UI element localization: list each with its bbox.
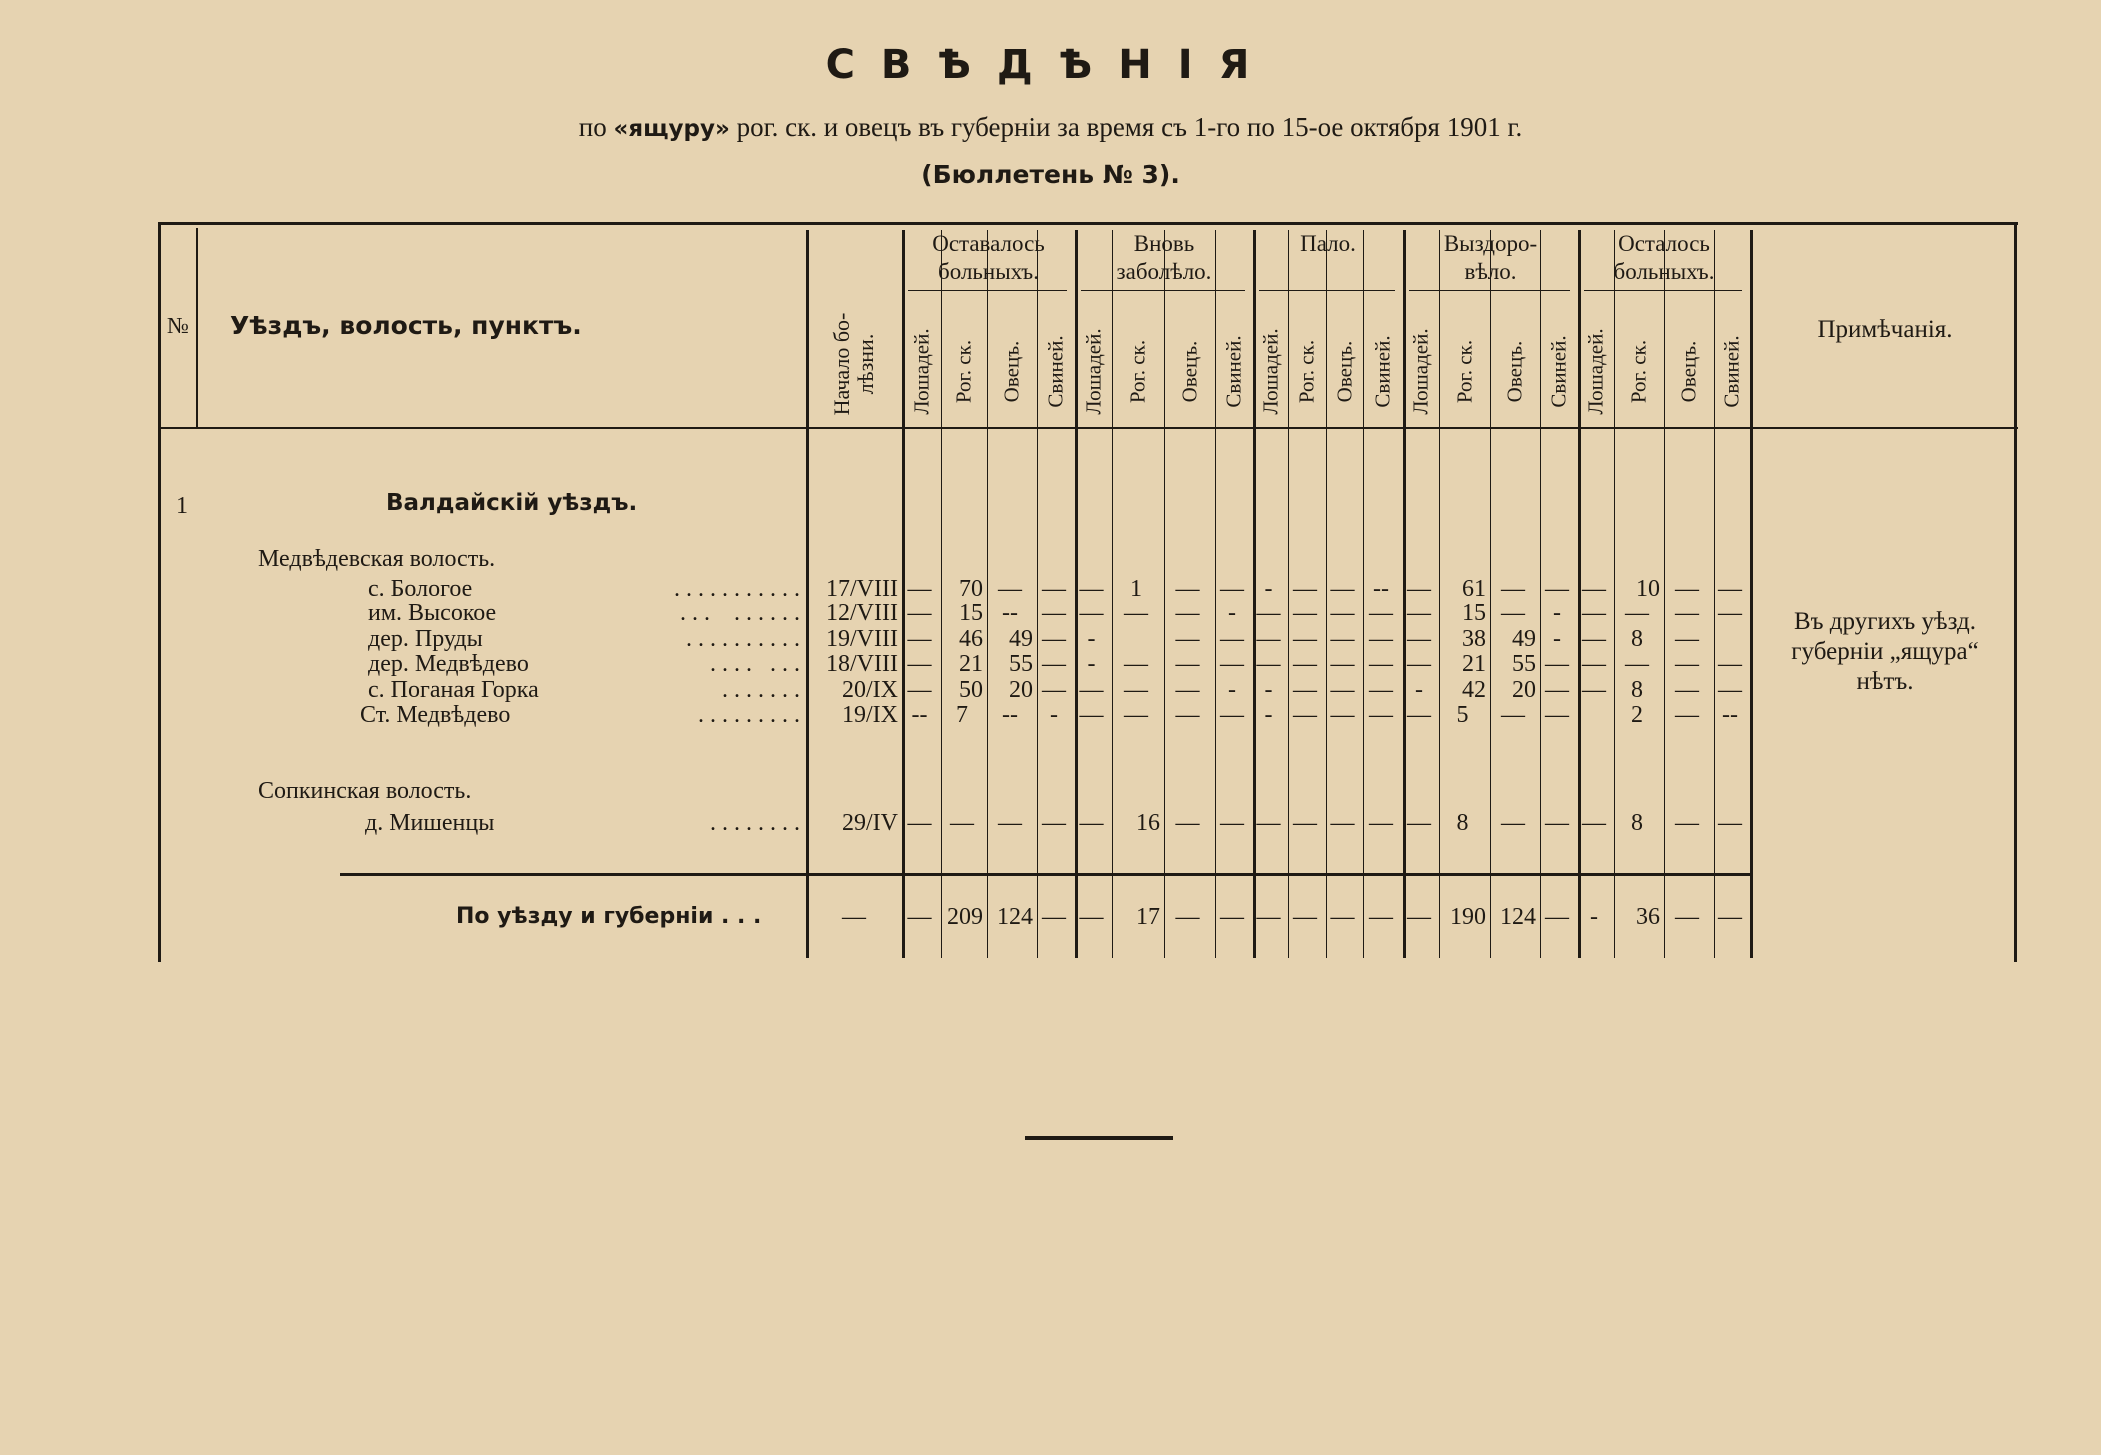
data-cell: — (1042, 677, 1066, 703)
column-header-animal: Лошадей. (1258, 328, 1282, 415)
data-cell: 55 (1512, 651, 1536, 677)
data-cell: 49 (1512, 626, 1536, 652)
row-place: им. Высокое (368, 600, 497, 626)
data-cell: — (1124, 677, 1148, 703)
column-header-animal: Овецъ. (1502, 340, 1527, 403)
column-group-header: Оставалось больныхъ. (932, 231, 1045, 284)
data-cell: -- (1722, 702, 1738, 728)
data-cell: — (1330, 576, 1355, 602)
data-cell: — (1175, 810, 1200, 836)
row-place: с. Бологое (368, 576, 473, 602)
bulletin-number: (Бюллетень № 3). (921, 160, 1180, 189)
column-header-notes bold: Примѣчанія. (1817, 316, 1953, 343)
data-cell: 49 (1009, 626, 1033, 652)
column-header-animal: Лошадей. (909, 328, 933, 415)
data-cell: — (1582, 626, 1606, 652)
data-cell: — (907, 677, 932, 703)
data-cell: — (1175, 904, 1200, 930)
data-cell: — (1718, 904, 1742, 930)
row-dots: . . . . . . . (710, 651, 800, 677)
data-cell: — (1407, 702, 1431, 728)
data-cell: — (1675, 600, 1699, 626)
column-header-animal: Свиней. (1546, 335, 1571, 408)
column-header-animal: Свиней. (1370, 335, 1395, 408)
data-cell: 124 (997, 904, 1033, 930)
data-cell: — (1582, 600, 1606, 626)
data-cell: — (1079, 702, 1104, 728)
data-cell: 1 (1130, 576, 1142, 602)
data-cell: — (1175, 600, 1200, 626)
column-group-header: Выздоро-вѣло. (1443, 231, 1538, 284)
data-cell: — (1079, 677, 1104, 703)
data-cell: — (1718, 677, 1742, 703)
data-cell: — (1220, 651, 1244, 677)
district-name: Валдайскій уѣздъ. (386, 490, 638, 516)
data-cell: -- (1373, 576, 1389, 602)
data-cell: 2 (1631, 702, 1643, 728)
column-header-animal: Овецъ. (999, 340, 1024, 403)
group-underline (1259, 290, 1395, 291)
column-group-header: Осталось больныхъ. (1613, 231, 1715, 284)
data-cell: — (1545, 576, 1569, 602)
column-group-header: Пало. (1300, 231, 1356, 256)
data-cell: — (1407, 626, 1431, 652)
data-cell: — (998, 576, 1022, 602)
row-dots: . . . . . . . . . . (686, 626, 800, 652)
data-cell: 7 (956, 702, 968, 728)
data-cell: 17 (1136, 904, 1160, 930)
data-cell: - (1264, 677, 1273, 703)
data-cell: — (1330, 651, 1355, 677)
data-cell: — (1293, 626, 1317, 652)
data-cell: 21 (959, 651, 983, 677)
column-header-animal: Овецъ. (1676, 340, 1701, 403)
data-cell: — (1330, 677, 1355, 703)
header-bottom-rule (160, 427, 2018, 429)
column-header-animal: Лошадей. (1081, 328, 1105, 415)
data-cell: — (1330, 810, 1355, 836)
data-cell: — (1175, 677, 1200, 703)
data-cell: — (1718, 576, 1742, 602)
data-cell: - (1264, 702, 1273, 728)
data-cell: — (1293, 576, 1317, 602)
data-cell: — (1545, 651, 1569, 677)
data-cell: 124 (1500, 904, 1536, 930)
data-cell: — (1079, 600, 1104, 626)
data-cell: — (1175, 626, 1200, 652)
column-header-animal: Овецъ. (1177, 340, 1201, 403)
data-cell: — (1293, 904, 1317, 930)
row-start-date: 19/VIII (826, 626, 898, 652)
data-cell: 209 (947, 904, 983, 930)
column-header-animal: Овецъ. (1332, 340, 1356, 403)
data-cell: — (1256, 904, 1281, 930)
data-cell: — (1330, 904, 1355, 930)
column-header-animal: Лошадей. (1408, 328, 1433, 415)
num-divider (196, 228, 198, 428)
data-cell: — (1042, 651, 1066, 677)
total-label: По уѣзду и губерніи . . . (456, 904, 762, 929)
row-start-date: 12/VIII (826, 600, 898, 626)
data-cell: — (1625, 600, 1649, 626)
row-place: с. Поганая Горка (368, 677, 539, 703)
row-start-date: 29/IV (842, 810, 898, 836)
column-header-animal: Рог. ск. (1452, 339, 1476, 404)
data-cell: — (1545, 702, 1569, 728)
data-cell: — (1330, 702, 1355, 728)
group-underline (1081, 290, 1245, 291)
data-cell: - (1228, 677, 1236, 703)
data-cell: — (1220, 626, 1244, 652)
column-header-start: Начало бо-лѣзни. (829, 312, 878, 416)
data-cell: - (1228, 600, 1236, 626)
data-cell: 38 (1462, 626, 1486, 652)
data-cell: — (1175, 702, 1200, 728)
data-cell: 8 (1631, 810, 1643, 836)
data-cell: — (1675, 677, 1699, 703)
statistics-table (158, 222, 2018, 962)
data-cell: — (907, 626, 932, 652)
district-number: 1 (176, 493, 188, 519)
data-cell: — (1079, 576, 1104, 602)
data-cell: 10 (1636, 576, 1660, 602)
data-cell: — (1256, 810, 1281, 836)
data-cell: 190 (1450, 904, 1486, 930)
data-cell: — (1407, 651, 1431, 677)
column-header-animal: Свиней. (1221, 335, 1246, 408)
data-cell: — (1175, 576, 1200, 602)
row-place: Ст. Медвѣдево (360, 702, 511, 728)
data-cell: -- (911, 702, 928, 728)
data-cell: — (907, 904, 932, 930)
data-cell: — (1582, 651, 1606, 677)
data-cell: 8 (1631, 626, 1643, 652)
row-start-date: 20/IX (842, 677, 898, 703)
data-cell: — (1124, 651, 1148, 677)
data-cell: — (1369, 651, 1393, 677)
data-cell: — (1220, 576, 1244, 602)
column-group-header: Вновь заболѣло. (1116, 231, 1212, 284)
column-header-animal: Свиней. (1043, 335, 1068, 408)
data-cell: — (1675, 904, 1699, 930)
data-cell: 8 (1631, 677, 1643, 703)
data-cell: 15 (959, 600, 983, 626)
data-cell: — (950, 810, 974, 836)
data-cell: — (1675, 810, 1699, 836)
closing-rule (1025, 1136, 1173, 1140)
data-cell: — (1501, 702, 1525, 728)
column-divider (806, 230, 809, 958)
subtitle-rest: рог. ск. и овецъ въ губерніи за время съ 1-го по 15-ое октября 1901 г. (736, 112, 1523, 142)
data-cell: — (1369, 702, 1393, 728)
data-cell: — (1042, 600, 1066, 626)
column-header-number: № (167, 313, 189, 338)
data-cell: - (1087, 651, 1096, 677)
data-cell: — (1330, 600, 1355, 626)
column-header-animal: Лошадей. (1583, 328, 1608, 415)
data-cell: — (1675, 651, 1699, 677)
data-cell: — (1220, 904, 1244, 930)
data-cell: — (1293, 651, 1317, 677)
data-cell: — (1582, 810, 1606, 836)
data-cell: — (1079, 810, 1104, 836)
total-start: — (842, 904, 866, 930)
row-dots: . . . . . . . . . (680, 600, 800, 626)
column-header-animal: Свиней. (1719, 335, 1744, 408)
data-cell: — (1256, 600, 1281, 626)
data-cell: — (1042, 904, 1066, 930)
data-cell: 55 (1009, 651, 1033, 677)
data-cell: — (1369, 904, 1393, 930)
data-cell: 61 (1462, 576, 1486, 602)
data-cell: — (1718, 810, 1742, 836)
data-cell: — (1675, 626, 1699, 652)
data-cell: 5 (1456, 702, 1469, 728)
column-header-animal: Рог. ск. (1125, 339, 1150, 404)
row-dots: . . . . . . . (722, 677, 800, 703)
column-divider (1750, 230, 1753, 958)
data-cell: — (1124, 600, 1148, 626)
volost-name: Медвѣдевская волость. (258, 546, 496, 572)
data-cell: — (1718, 651, 1742, 677)
data-cell: — (1293, 677, 1317, 703)
data-cell: 70 (959, 576, 983, 602)
data-cell: 8 (1456, 810, 1469, 836)
row-dots: . . . . . . . . (710, 810, 800, 836)
row-place: дер. Медвѣдево (368, 651, 529, 677)
document-title: СВѢДѢНІЯ (825, 42, 1276, 88)
column-header-animal: Рог. ск. (1294, 339, 1319, 404)
data-cell: — (1369, 677, 1393, 703)
data-cell: 16 (1136, 810, 1160, 836)
data-cell: — (1220, 702, 1244, 728)
row-start-date: 17/VIII (826, 576, 898, 602)
data-cell: — (1545, 677, 1569, 703)
data-cell: — (1582, 677, 1606, 703)
data-cell: - (1553, 600, 1561, 626)
column-header-animal: Рог. ск. (951, 339, 976, 404)
data-cell: - (1050, 702, 1058, 728)
column-header-animal: Рог. ск. (1626, 339, 1651, 404)
data-cell: 20 (1009, 677, 1033, 703)
data-cell: 46 (959, 626, 983, 652)
column-header-place: Уѣздъ, волость, пунктъ. (230, 311, 582, 340)
data-cell: — (1369, 810, 1393, 836)
data-cell: — (1256, 626, 1281, 652)
data-cell: — (1545, 810, 1569, 836)
row-dots: . . . . . . . . . (698, 702, 800, 728)
data-cell: — (1369, 626, 1393, 652)
data-cell: — (1545, 904, 1569, 930)
data-cell: — (1293, 810, 1317, 836)
data-cell: — (1175, 651, 1200, 677)
group-underline (1409, 290, 1570, 291)
data-cell: — (1407, 810, 1431, 836)
data-cell: — (1501, 810, 1525, 836)
data-cell: — (1330, 626, 1355, 652)
total-top-rule (340, 873, 1750, 876)
data-cell: — (1369, 600, 1393, 626)
row-dots: . . . . . . . . . . . (674, 576, 800, 602)
data-cell: 20 (1512, 677, 1536, 703)
data-cell: — (1501, 600, 1525, 626)
data-cell: — (1042, 810, 1066, 836)
data-cell: — (1293, 702, 1317, 728)
data-cell: -- (1002, 702, 1018, 728)
row-start-date: 18/VIII (826, 651, 898, 677)
data-cell: - (1590, 904, 1598, 930)
data-cell: 36 (1636, 904, 1660, 930)
left-border (158, 222, 161, 962)
data-cell: — (1124, 702, 1148, 728)
group-underline (908, 290, 1067, 291)
data-cell: - (1553, 626, 1561, 652)
data-cell: — (1220, 810, 1244, 836)
row-place: д. Мишенцы (365, 810, 495, 836)
data-cell: — (907, 576, 932, 602)
data-cell: 50 (959, 677, 983, 703)
data-cell: — (1407, 904, 1431, 930)
data-cell: — (1501, 576, 1525, 602)
data-cell: - (1415, 677, 1423, 703)
data-cell: — (1042, 626, 1066, 652)
data-cell: — (907, 810, 932, 836)
data-cell: 21 (1462, 651, 1486, 677)
data-cell: — (1675, 702, 1699, 728)
data-cell: — (1582, 576, 1606, 602)
data-cell: — (907, 651, 932, 677)
document-subtitle (0, 112, 2101, 143)
data-cell: — (1293, 600, 1317, 626)
data-cell: — (907, 600, 932, 626)
data-cell: 42 (1462, 677, 1486, 703)
data-cell: 15 (1462, 600, 1486, 626)
data-cell: — (1256, 651, 1281, 677)
data-cell: — (1079, 904, 1104, 930)
data-cell: — (1625, 651, 1649, 677)
data-cell: - (1087, 626, 1096, 652)
subtitle-prefix: по (578, 112, 607, 142)
data-cell: — (1407, 600, 1431, 626)
data-cell: - (1264, 576, 1273, 602)
table-top-rule (160, 222, 2018, 225)
data-cell: -- (1002, 600, 1018, 626)
remarks-note: Въ другихъ уѣзд. губерніи „ящура“ нѣтъ. (1791, 608, 1979, 695)
row-place: дер. Пруды (368, 626, 483, 652)
data-cell: — (1407, 576, 1431, 602)
data-cell: — (1718, 600, 1742, 626)
data-cell: — (1042, 576, 1066, 602)
row-start-date: 19/IX (842, 702, 898, 728)
data-cell: — (998, 810, 1022, 836)
data-cell: — (1675, 576, 1699, 602)
group-underline (1584, 290, 1742, 291)
volost-name: Сопкинская волость. (258, 778, 472, 804)
subtitle-disease: «ящуру» (613, 116, 730, 142)
